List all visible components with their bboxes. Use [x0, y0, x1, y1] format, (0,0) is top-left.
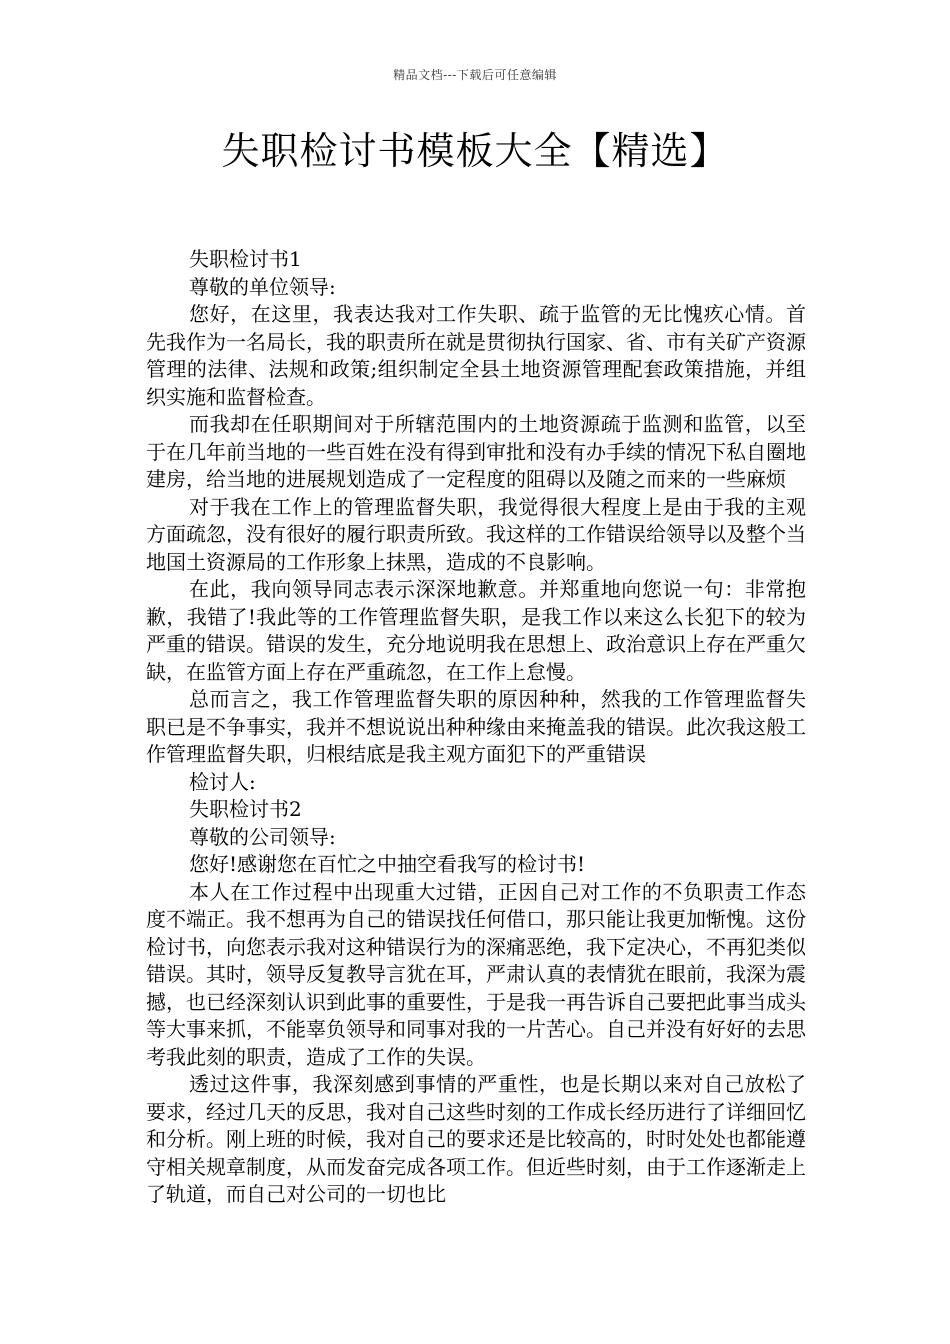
header-note: 精品文档---下载后可任意编辑 [393, 68, 557, 82]
paragraph: 在此，我向领导同志表示深深地歉意。并郑重地向您说一句：非常抱歉，我错了!我此等的工作管理监督失职，是我工作以来这么长犯下的较为严重的错误。错误的发生，充分地说明我在思想上、政治意识上存在严重欠缺，在监管方面上存在严重疏忽，在工作上怠慢。 [146, 577, 806, 684]
document-title: 失职检讨书模板大全【精选】 [221, 129, 729, 173]
signature-line: 检讨人: [189, 769, 256, 794]
section-heading: 失职检讨书1 [189, 247, 302, 271]
paragraph: 本人在工作过程中出现重大过错，正因自己对工作的不负职责工作态度不端正。我不想再为自己的错误找任何借口，那只能让我更加惭愧。这份检讨书，向您表示我对这种错误行为的深痛恶绝，我下定决心，不再犯类似错误。其时，领导反复教导言犹在耳，严肃认真的表情犹在眼前，我深为震撼，也已经深刻认识到此事的重要性，于是我一再告诉自己要把此事当成头等大事来抓，不能辜负领导和同事对我的一片苦心。自己并没有好好的去思考我此刻的职责，造成了工作的失误。 [146, 879, 806, 1069]
paragraph: 而我却在任职期间对于所辖范围内的土地资源疏于监测和监管，以至于在几年前当地的一些百姓在没有得到审批和没有办手续的情况下私自圈地建房，给当地的进展规划造成了一定程度的阻碍以及随之而来的一些麻烦 [146, 412, 806, 491]
document-body [146, 246, 806, 1209]
paragraph: 您好!感谢您在百忙之中抽空看我写的检讨书! [189, 852, 586, 876]
paragraph: 您好，在这里，我表达我对工作失职、疏于监管的无比愧疚心情。首先我作为一名局长，我的职责所在就是贯彻执行国家、省、市有关矿产资源管理的法律、法规和政策;组织制定全县土地资源管理配套政策措施，并组织实施和监督检查。 [146, 302, 806, 409]
section-heading: 失职检讨书2 [189, 797, 302, 821]
paragraph: 总而言之，我工作管理监督失职的原因种种，然我的工作管理监督失职已是不争事实，我并不想说说出种种缘由来掩盖我的错误。此次我这般工作管理监督失职，归根结底是我主观方面犯下的严重错误 [146, 687, 806, 766]
paragraph: 透过这件事，我深刻感到事情的严重性，也是长期以来对自己放松了要求，经过几天的反思，我对自己这些时刻的工作成长经历进行了详细回忆和分析。刚上班的时候，我对自己的要求还是比较高的，时时处处也都能遵守相关规章制度，从而发奋完成各项工作。但近些时刻，由于工作逐渐走上了轨道，而自己对公司的一切也比 [146, 1072, 806, 1206]
salutation: 尊敬的单位领导: [189, 274, 336, 299]
salutation: 尊敬的公司领导: [189, 824, 336, 849]
paragraph: 对于我在工作上的管理监督失职，我觉得很大程度上是由于我的主观方面疏忽，没有很好的履行职责所致。我这样的工作错误给领导以及整个当地国土资源局的工作形象上抹黑，造成的不良影响。 [146, 494, 806, 574]
